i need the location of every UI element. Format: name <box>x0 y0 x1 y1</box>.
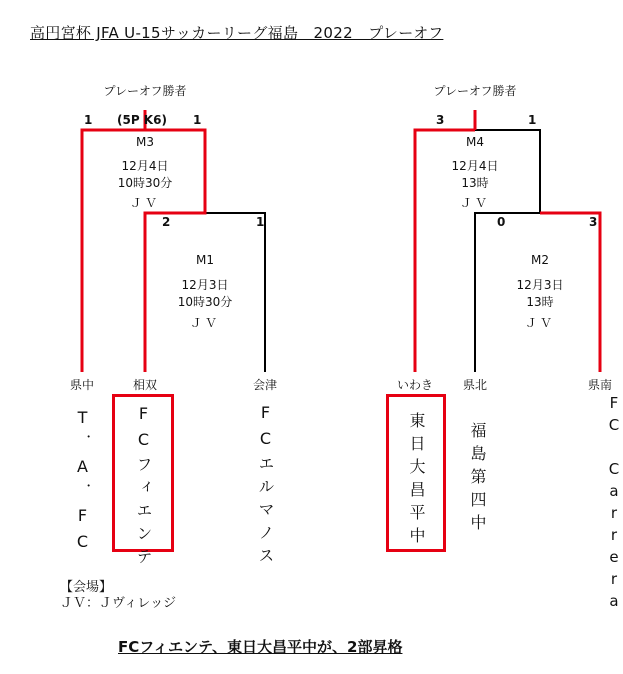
left-final-date: 12月4日 <box>121 159 169 173</box>
team-seed-aizu: 会津 <box>252 378 278 392</box>
right-semi-date: 12月3日 <box>516 278 564 292</box>
right-final-venue: ＪＶ <box>459 196 491 210</box>
right-semi-score-left: 0 <box>497 215 506 229</box>
right-final-score-left: 3 <box>436 113 445 127</box>
team-name-fc-carrera: FC Carrera <box>605 394 623 614</box>
left-final-time: 10時30分 <box>117 176 173 190</box>
right-winner-label: プレーオフ勝者 <box>433 84 517 98</box>
team-seed-kennan: 県南 <box>587 378 613 392</box>
team-seed-soso: 相双 <box>132 378 158 392</box>
team-seed-kenpoku: 県北 <box>462 378 488 392</box>
right-final-score-right: 1 <box>528 113 537 127</box>
winner-highlight-box <box>112 394 174 571</box>
team-name-ta-fc: T．A．FC <box>73 408 92 558</box>
left-semi-venue: ＪＶ <box>189 316 221 330</box>
right-semi-time: 13時 <box>526 295 554 309</box>
left-winner-label: プレーオフ勝者 <box>103 84 187 98</box>
team-name-fc-fiente: FCフィエンテ <box>134 404 153 571</box>
venue-text: ＪＶ：Ｊヴィレッジ <box>60 596 177 611</box>
left-semi-score-left: 2 <box>162 215 171 229</box>
left-final-match: M3 <box>136 135 154 149</box>
venue-heading: 【会場】 <box>60 580 113 595</box>
right-semi-score-right: 3 <box>589 215 598 229</box>
promotion-note: FCフィエンテ、東日大昌平中が、2部昇格 <box>118 638 403 656</box>
left-final-score-right: 1 <box>193 113 202 127</box>
team-name-fc-hermanos: FCエルマノス <box>256 403 275 570</box>
left-final-pk: (5P K6) <box>117 113 167 127</box>
left-semi-score-right: 1 <box>256 215 265 229</box>
right-final-date: 12月4日 <box>451 159 499 173</box>
team-seed-kenchu: 県中 <box>69 378 95 392</box>
left-final-venue: ＪＶ <box>129 196 161 210</box>
team-seed-iwaki: いわき <box>396 378 434 392</box>
left-semi-match: M1 <box>196 253 214 267</box>
page-title: 高円宮杯 JFA U-15サッカーリーグ福島 2022 プレーオフ <box>30 24 444 42</box>
winner-highlight-box <box>386 394 446 552</box>
right-final-time: 13時 <box>461 176 489 190</box>
left-semi-date: 12月3日 <box>181 278 229 292</box>
left-final-score-left: 1 <box>84 113 93 127</box>
team-name-higashi-nichidai-shohei: 東日大昌平中 <box>407 412 426 550</box>
right-semi-match: M2 <box>531 253 549 267</box>
right-semi-venue: ＪＶ <box>524 316 556 330</box>
team-name-fukushima-daiyon: 福島第四中 <box>468 422 487 537</box>
right-final-match: M4 <box>466 135 484 149</box>
left-semi-time: 10時30分 <box>177 295 233 309</box>
